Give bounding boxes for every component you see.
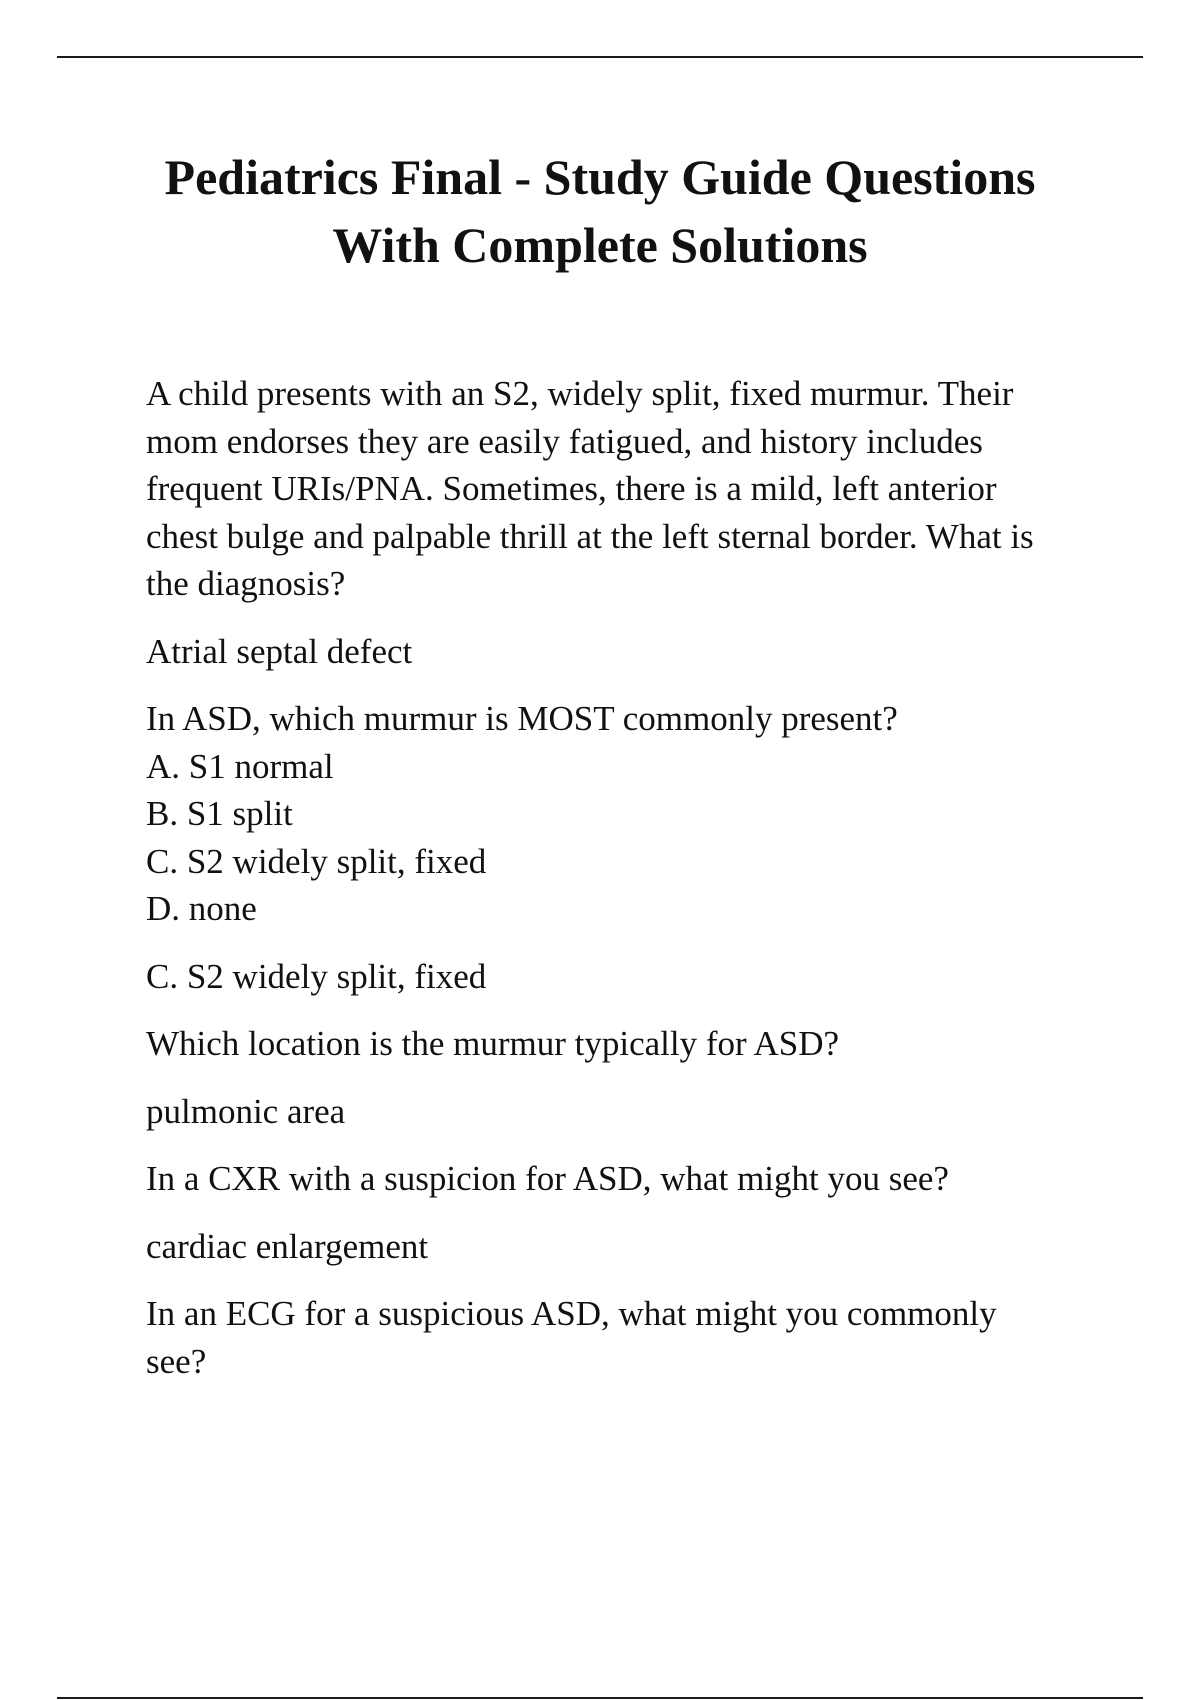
question-1 xyxy=(146,370,1086,608)
answer-text: cardiac enlargement xyxy=(146,1226,429,1266)
document-title-line-1: Pediatrics Final - Study Guide Questions xyxy=(164,149,1036,205)
question-line: the diagnosis? xyxy=(146,564,346,603)
question-3 xyxy=(146,1020,1086,1068)
question-line: In a CXR with a suspicion for ASD, what might you see? xyxy=(146,1159,949,1198)
option-b: B. S1 split xyxy=(146,794,293,833)
answer-2 xyxy=(146,953,1086,1001)
bottom-divider xyxy=(57,1697,1143,1699)
answer-4 xyxy=(146,1223,1086,1271)
question-line: see? xyxy=(146,1341,207,1381)
question-line: In an ECG for a suspicious ASD, what might you commonly xyxy=(146,1294,997,1333)
question-5 xyxy=(146,1290,1086,1385)
answer-3 xyxy=(146,1088,1086,1136)
top-divider xyxy=(57,56,1143,58)
answer-text: pulmonic area xyxy=(146,1091,346,1131)
question-line: mom endorses they are easily fatigued, and history includes xyxy=(146,421,983,461)
question-line: frequent URIs/PNA. Sometimes, there is a mild, left anterior xyxy=(146,469,997,508)
answer-text: C. S2 widely split, fixed xyxy=(146,956,487,996)
document-title xyxy=(100,143,1100,279)
option-c: C. S2 widely split, fixed xyxy=(146,841,487,881)
question-line: Which location is the murmur typically for ASD? xyxy=(146,1024,840,1063)
question-line: chest bulge and palpable thrill at the left sternal border. What is xyxy=(146,516,1034,556)
answer-1 xyxy=(146,628,1086,676)
question-2 xyxy=(146,695,1086,933)
option-a: A. S1 normal xyxy=(146,746,334,786)
question-line: In ASD, which murmur is MOST commonly present? xyxy=(146,699,898,738)
question-line: A child presents with an S2, widely split, fixed murmur. Their xyxy=(146,374,1014,413)
document-title-line-2: With Complete Solutions xyxy=(332,217,868,273)
question-4 xyxy=(146,1155,1086,1203)
option-d: D. none xyxy=(146,889,257,928)
qa-content xyxy=(146,370,1086,1405)
answer-text: Atrial septal defect xyxy=(146,631,413,671)
